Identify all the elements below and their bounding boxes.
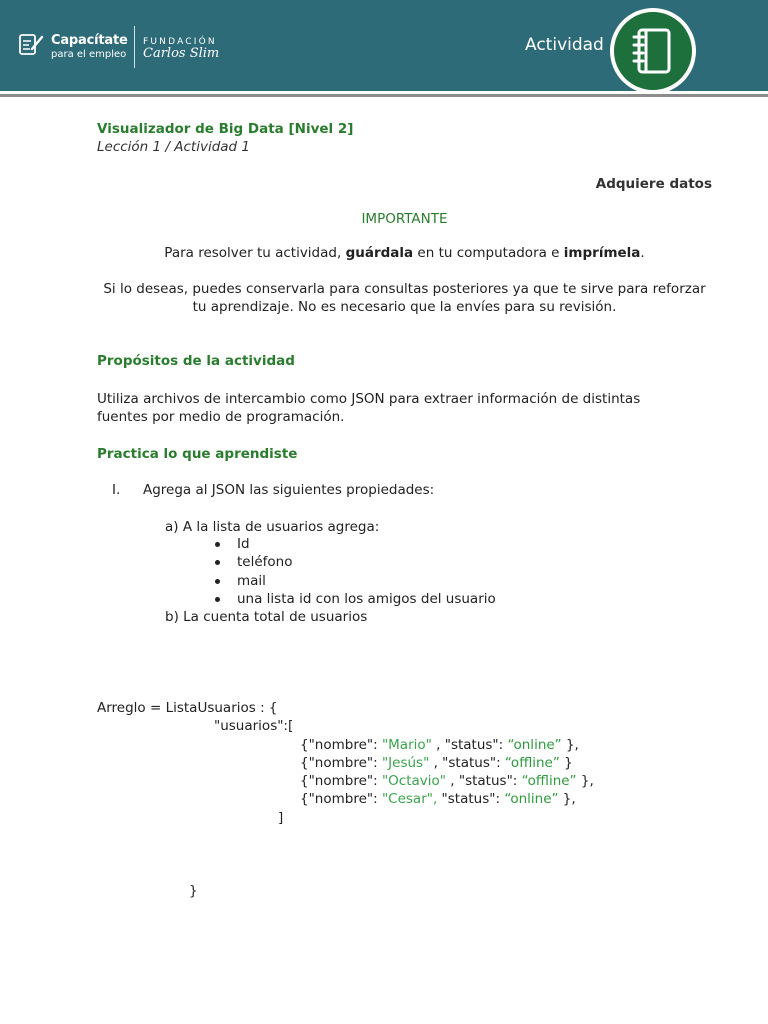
code-end: } bbox=[559, 755, 573, 771]
code-row bbox=[300, 790, 576, 808]
code-row bbox=[300, 772, 594, 790]
important-print: imprímela bbox=[563, 245, 641, 261]
important-save: guárdala bbox=[345, 245, 414, 261]
code-key: {"nombre": bbox=[300, 791, 382, 807]
list-item: mail bbox=[215, 572, 496, 590]
code-row bbox=[300, 754, 573, 772]
header-divider bbox=[0, 94, 768, 97]
foundation-name: Carlos Slim bbox=[143, 46, 220, 61]
note-line-2: tu aprendizaje. No es necesario que la envíes para su revisión. bbox=[192, 299, 617, 315]
logo-tagline: para el empleo bbox=[51, 49, 127, 60]
item-text: Agrega al JSON las siguientes propiedades: bbox=[143, 482, 435, 498]
purpose-line-2: fuentes por medio de programación. bbox=[97, 409, 345, 425]
lesson-label: Lección 1 / Actividad 1 bbox=[97, 139, 250, 155]
code-end: }, bbox=[561, 737, 579, 753]
code-key: {"nombre": bbox=[300, 737, 382, 753]
sub-item-a: a) A la lista de usuarios agrega: bbox=[165, 519, 380, 535]
header-bar bbox=[0, 0, 768, 91]
code-status-value: “online” bbox=[507, 737, 562, 753]
sub-item-b: b) La cuenta total de usuarios bbox=[165, 609, 368, 625]
code-status-value: “online” bbox=[504, 791, 559, 807]
code-line-declaration: Arreglo = ListaUsuarios : { bbox=[97, 700, 278, 716]
foundation-label: FUNDACIÓN bbox=[143, 37, 217, 47]
topic-label: Adquiere datos bbox=[595, 176, 712, 192]
important-text-1: Para resolver tu actividad, bbox=[164, 245, 342, 261]
badge-circle bbox=[614, 12, 692, 90]
notebook-icon bbox=[614, 12, 692, 90]
code-close-bracket: ] bbox=[278, 810, 284, 826]
code-key: , "status": bbox=[446, 773, 522, 789]
header-title: Actividad bbox=[525, 35, 604, 55]
capacitate-logo-icon bbox=[18, 32, 44, 58]
important-text-2: en tu computadora e bbox=[417, 245, 560, 261]
property-list bbox=[215, 535, 496, 609]
code-key: {"nombre": bbox=[300, 755, 382, 771]
list-item: teléfono bbox=[215, 553, 496, 571]
logo-divider bbox=[134, 26, 135, 68]
course-title: Visualizador de Big Data [Nivel 2] bbox=[97, 121, 354, 137]
code-close-brace: } bbox=[189, 883, 198, 899]
code-key: "status": bbox=[437, 791, 505, 807]
code-end: }, bbox=[558, 791, 576, 807]
list-item: Id bbox=[215, 535, 496, 553]
item-number: I. bbox=[112, 482, 121, 498]
important-heading: IMPORTANTE bbox=[361, 211, 448, 227]
code-line-usuarios: "usuarios":[ bbox=[214, 718, 294, 734]
list-item: una lista id con los amigos del usuario bbox=[215, 590, 496, 608]
code-name-value: "Cesar", bbox=[381, 791, 438, 807]
code-end: }, bbox=[576, 773, 594, 789]
code-name-value: "Mario" bbox=[381, 737, 432, 753]
practice-heading: Practica lo que aprendiste bbox=[97, 446, 298, 462]
activity-badge bbox=[610, 8, 696, 94]
note-line-1: Si lo deseas, puedes conservarla para consultas posteriores ya que te sirve para reforzar bbox=[103, 281, 706, 297]
code-key: {"nombre": bbox=[300, 773, 382, 789]
code-row bbox=[300, 736, 579, 754]
logo-brand-name: Capacítate bbox=[51, 33, 128, 48]
code-name-value: "Jesús" bbox=[381, 755, 430, 771]
code-key: , "status": bbox=[429, 755, 505, 771]
purpose-line-1: Utiliza archivos de intercambio como JSON para extraer información de distintas bbox=[97, 391, 641, 407]
code-status-value: “offline” bbox=[521, 773, 577, 789]
code-name-value: "Octavio" bbox=[381, 773, 446, 789]
code-key: , "status": bbox=[431, 737, 508, 753]
code-status-value: “offline” bbox=[504, 755, 560, 771]
important-instruction bbox=[97, 244, 712, 262]
important-text-end: . bbox=[640, 245, 645, 261]
purpose-heading: Propósitos de la actividad bbox=[97, 353, 295, 369]
